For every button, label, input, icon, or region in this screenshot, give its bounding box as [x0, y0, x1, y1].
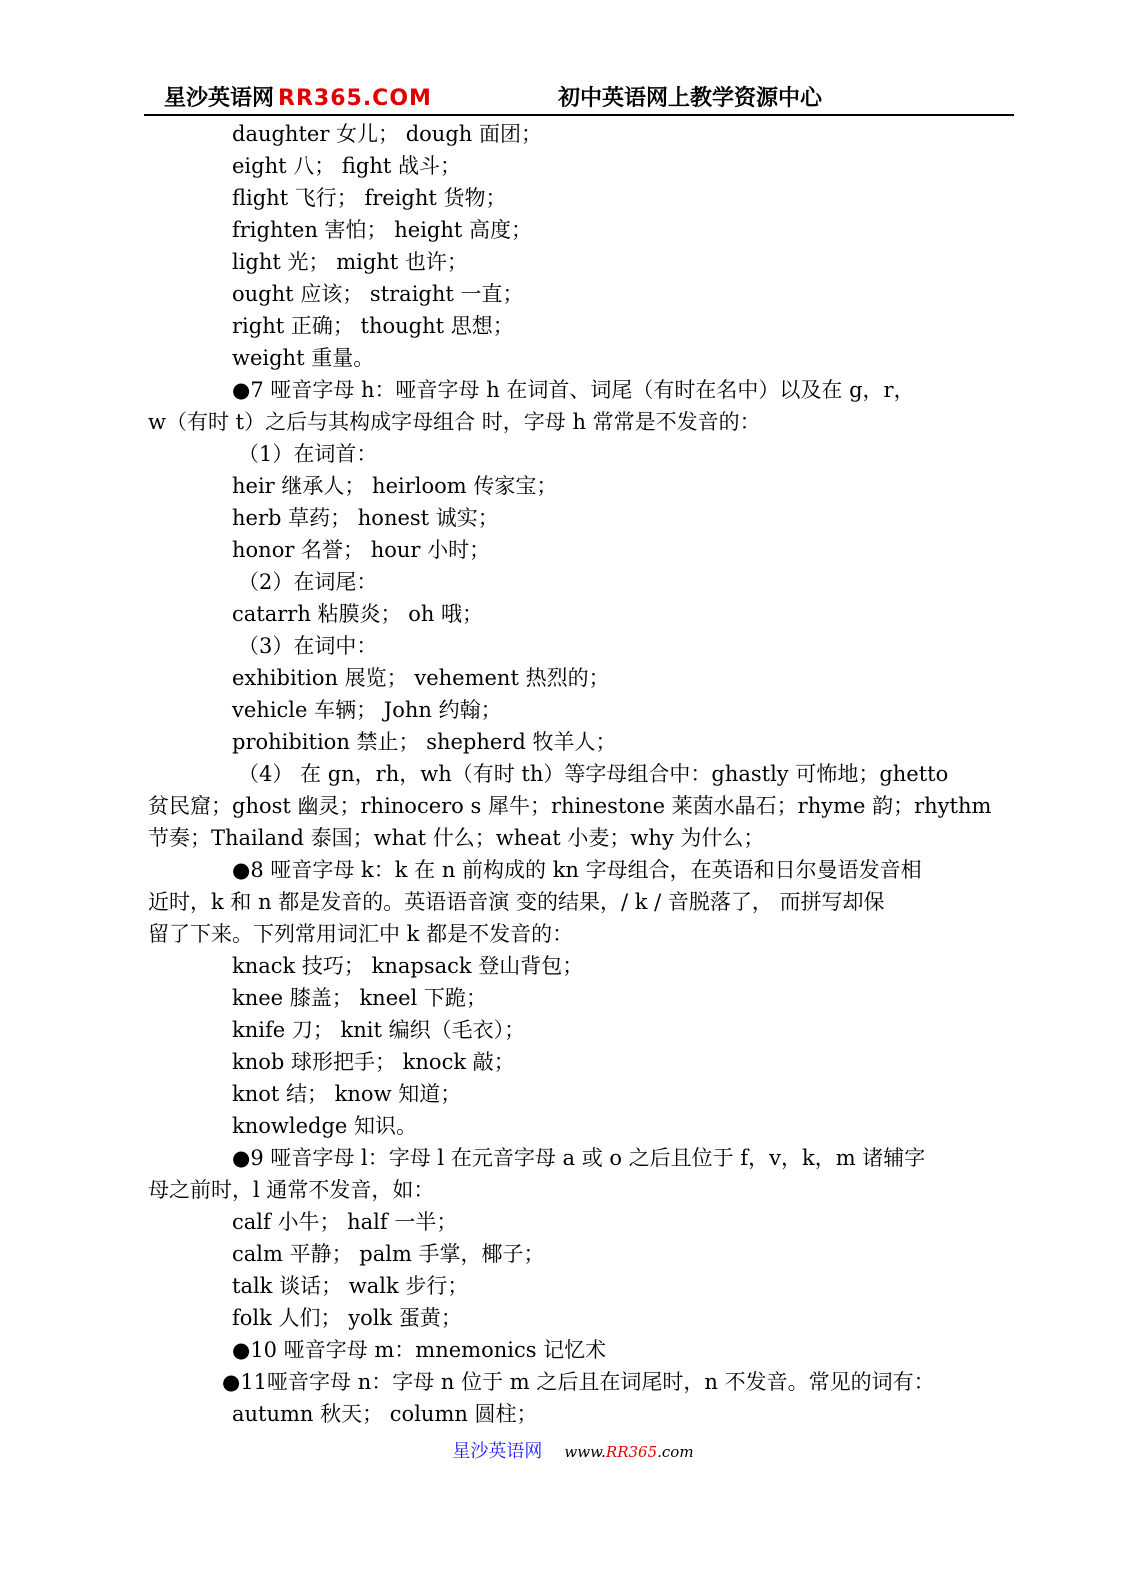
text-line: 留了下来。下列常用词汇中 k 都是不发音的： — [148, 922, 574, 946]
text-line: herb 草药； honest 诚实； — [232, 506, 499, 530]
text-line: exhibition 展览； vehement 热烈的； — [232, 666, 610, 690]
text-line: right 正确； thought 思想； — [232, 314, 514, 338]
header-subtitle: 初中英语网上教学资源中心 — [558, 86, 823, 111]
footer-url-brand: RR365 — [605, 1443, 658, 1461]
text-line: catarrh 粘膜炎； oh 哦； — [232, 602, 484, 626]
section-heading: ●7 哑音字母 h：哑音字母 h 在词首、词尾（有时在名中）以及在 g，r， — [232, 378, 915, 402]
subsection-label: （4） 在 gn，rh，wh（有时 th）等字母组合中：ghastly 可怖地；ghetto — [238, 762, 949, 786]
text-line: prohibition 禁止； shepherd 牧羊人； — [232, 730, 617, 754]
document-body — [148, 118, 1028, 1430]
text-line: calm 平静； palm 手掌，椰子； — [232, 1242, 545, 1266]
header-site-name: 星沙英语网 — [164, 86, 275, 111]
text-line: knife 刀； knit 编织（毛衣）； — [232, 1018, 526, 1042]
text-line: 近时，k 和 n 都是发音的。英语语音演 变的结果，/ k / 音脱落了， 而拼写却保 — [148, 890, 885, 914]
footer-site-name: 星沙英语网 — [452, 1441, 543, 1462]
text-line: frighten 害怕； height 高度； — [232, 218, 532, 242]
text-line: 母之前时，l 通常不发音，如： — [148, 1178, 435, 1202]
subsection-label: （2）在词尾： — [238, 570, 378, 594]
text-line: folk 人们； yolk 蛋黄； — [232, 1306, 462, 1330]
text-line: knack 技巧； knapsack 登山背包； — [232, 954, 584, 978]
text-line: heir 继承人； heirloom 传家宝； — [232, 474, 558, 498]
text-line: weight 重量。 — [232, 346, 375, 370]
text-line: knot 结； know 知道； — [232, 1082, 462, 1106]
text-line: vehicle 车辆； John 约翰； — [232, 698, 502, 722]
page-header — [144, 84, 1014, 116]
text-line: knee 膝盖； kneel 下跪； — [232, 986, 487, 1010]
text-line: w（有时 t）之后与其构成字母组合 时，字母 h 常常是不发音的： — [148, 410, 761, 434]
subsection-label: （1）在词首： — [238, 442, 378, 466]
text-line: 节奏；Thailand 泰国；what 什么；wheat 小麦；why 为什么； — [148, 826, 765, 850]
text-line: talk 谈话； walk 步行； — [232, 1274, 469, 1298]
section-heading: ●10 哑音字母 m：mnemonics 记忆术 — [232, 1338, 607, 1362]
footer-url-suffix: .com — [657, 1443, 694, 1461]
text-line: 贫民窟；ghost 幽灵；rhinocero s 犀牛；rhinestone 莱茵水晶石；rhyme 韵；rhythm — [148, 794, 992, 818]
text-line: knowledge 知识。 — [232, 1114, 418, 1138]
text-line: ought 应该； straight 一直； — [232, 282, 524, 306]
subsection-label: （3）在词中： — [238, 634, 378, 658]
header-url-link[interactable]: RR365.COM — [278, 86, 432, 111]
text-line: daughter 女儿； dough 面团； — [232, 122, 542, 146]
text-line: calf 小牛； half 一半； — [232, 1210, 458, 1234]
text-line: knob 球形把手； knock 敲； — [232, 1050, 515, 1074]
text-line: eight 八； fight 战斗； — [232, 154, 461, 178]
text-line: light 光； might 也许； — [232, 250, 468, 274]
text-line: flight 飞行； freight 货物； — [232, 186, 507, 210]
text-line: autumn 秋天； column 圆柱； — [232, 1402, 538, 1426]
header-site — [164, 84, 432, 114]
section-heading: ●8 哑音字母 k：k 在 n 前构成的 kn 字母组合，在英语和日尔曼语发音相 — [232, 858, 922, 882]
text-line: honor 名誉； hour 小时； — [232, 538, 491, 562]
section-heading: ●9 哑音字母 l：字母 l 在元音字母 a 或 o 之后且位于 f，v，k，m 诸辅字 — [232, 1146, 926, 1170]
footer-url-prefix: www. — [564, 1443, 606, 1461]
page-footer — [0, 1438, 1146, 1466]
footer-url-link[interactable] — [564, 1443, 693, 1461]
section-heading: ●11哑音字母 n：字母 n 位于 m 之后且在词尾时，n 不发音。常见的词有： — [222, 1370, 935, 1394]
